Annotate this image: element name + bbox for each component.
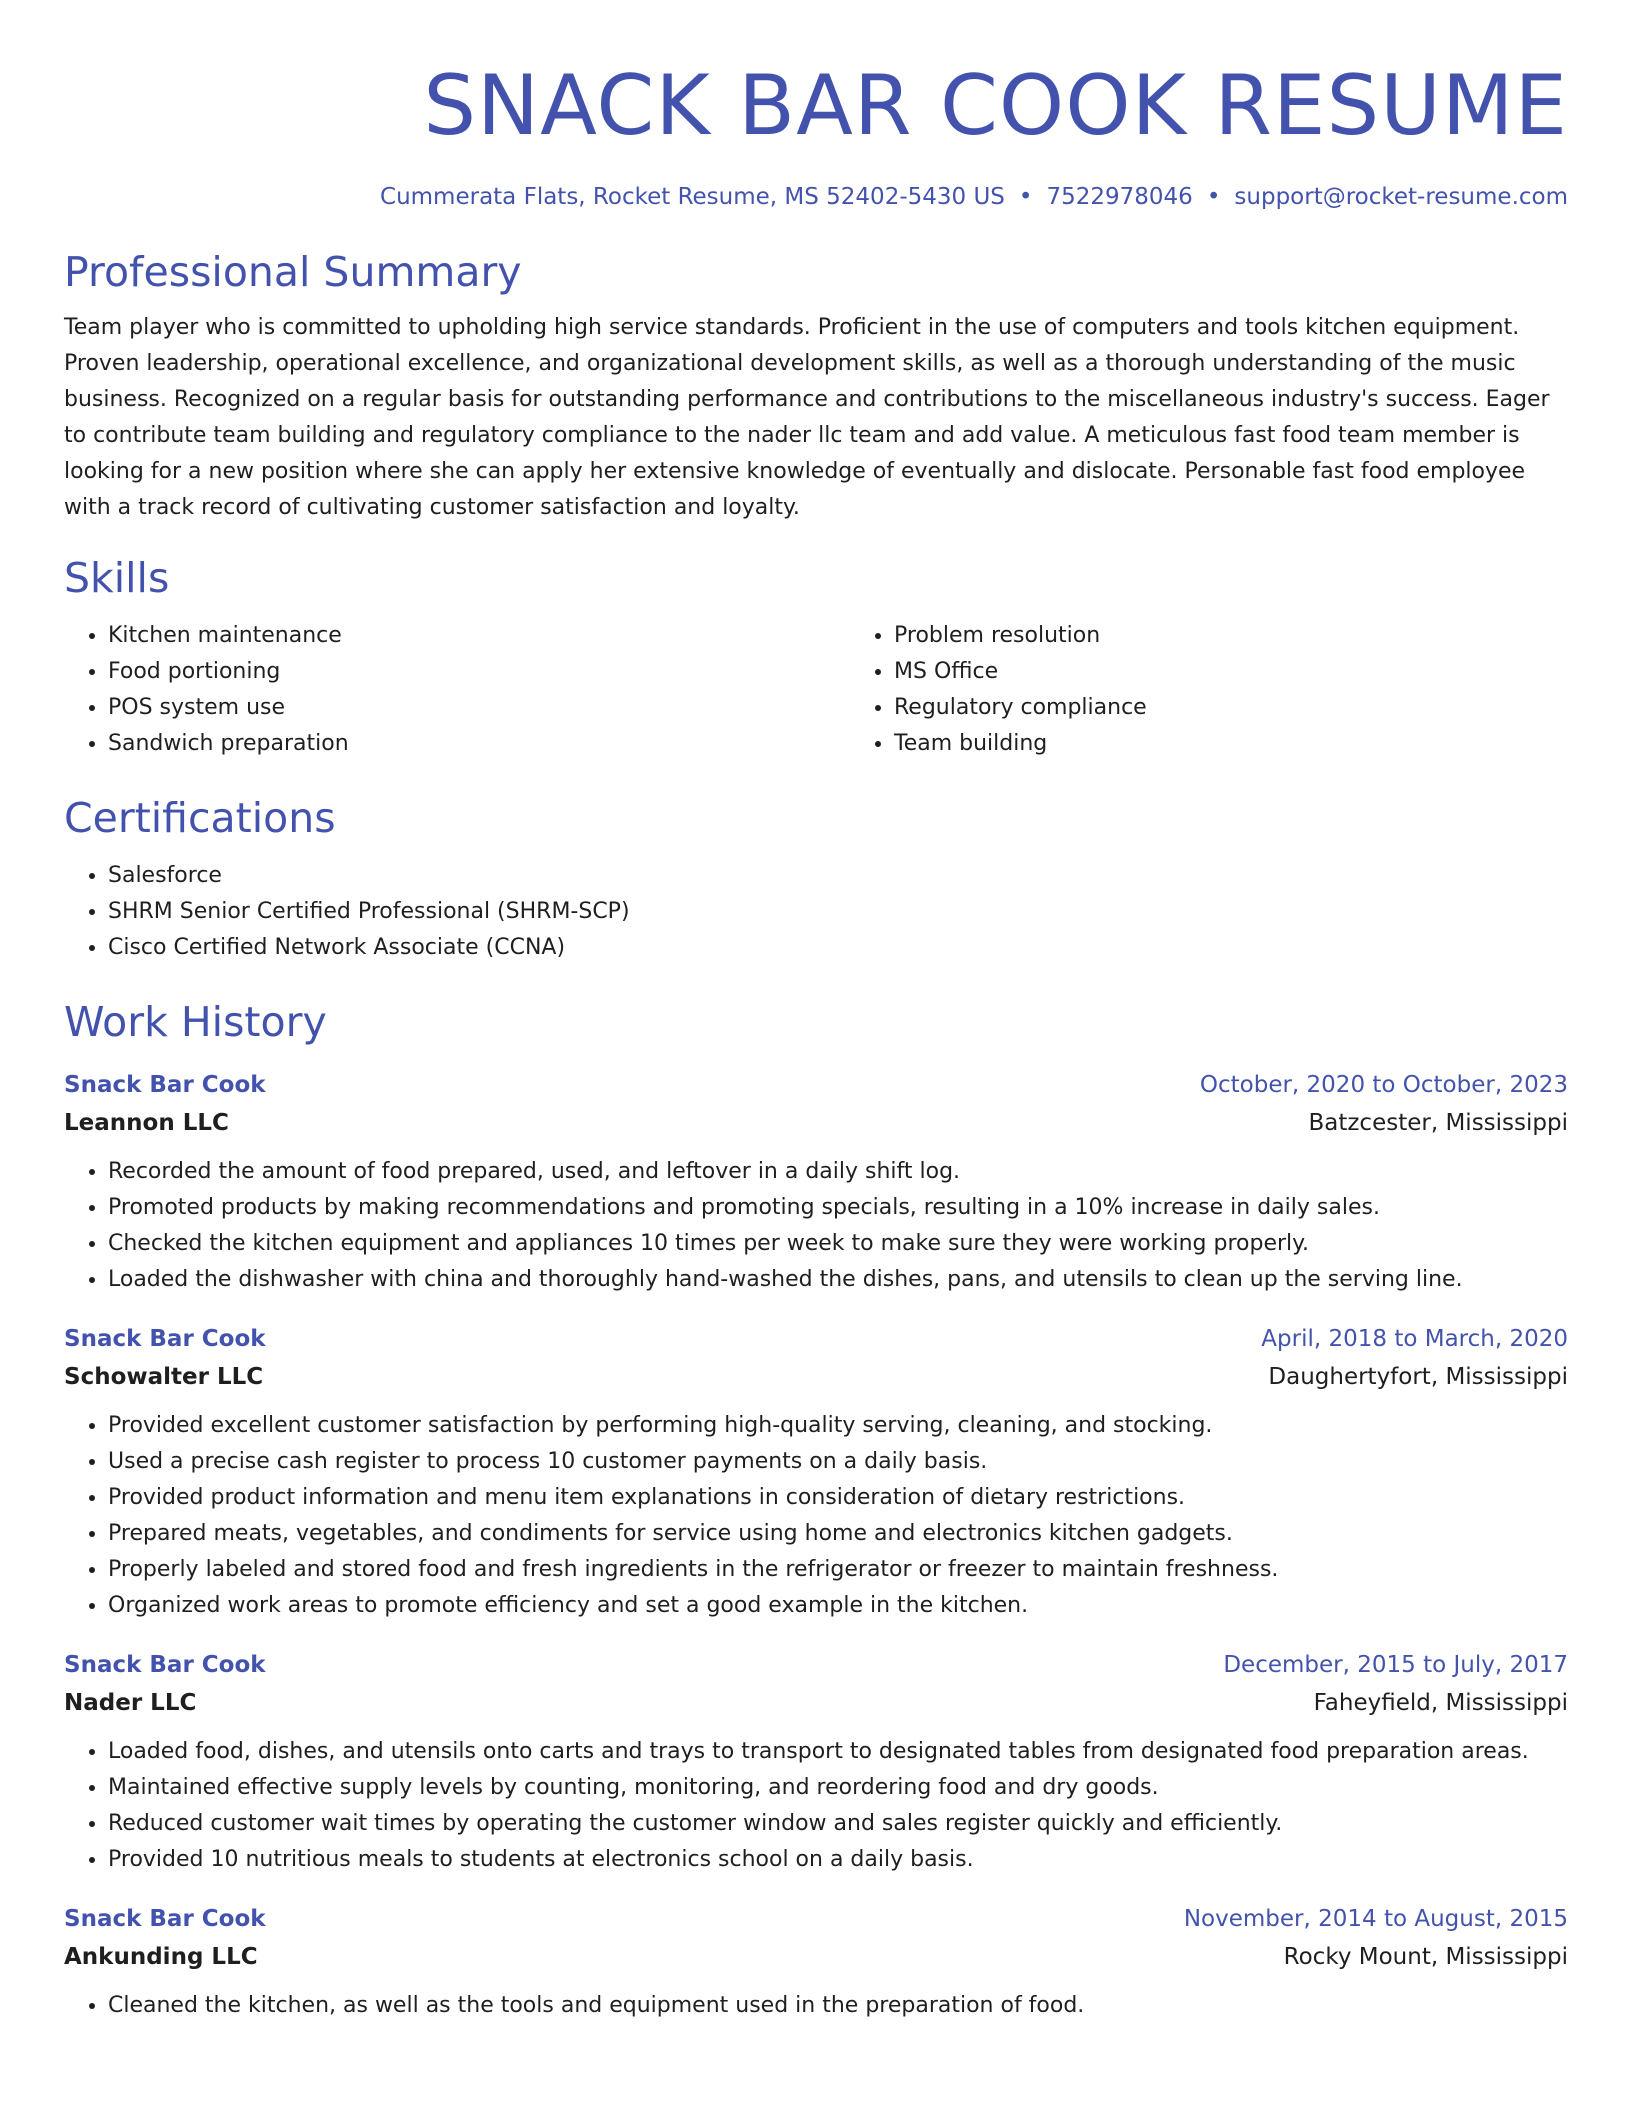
job-dates: December, 2015 to July, 2017 <box>1223 1652 1568 1678</box>
job-location: Rocky Mount, Mississippi <box>1283 1944 1568 1970</box>
job-dates: April, 2018 to March, 2020 <box>1261 1326 1568 1352</box>
job-bullet: • Promoted products by making recommendations and promoting specials, resulting in a 10% increase in daily sales. <box>108 1190 1568 1226</box>
job-dates: November, 2014 to August, 2015 <box>1183 1906 1568 1932</box>
job-title: Snack Bar Cook <box>64 1906 266 1932</box>
skill-item: • MS Office <box>894 654 1632 690</box>
job-location: Batzcester, Mississippi <box>1308 1110 1568 1136</box>
skill-item: • Regulatory compliance <box>894 690 1632 726</box>
certification-item: • Salesforce <box>108 858 1568 894</box>
job-bullets <box>64 1154 1568 1298</box>
job-company: Ankunding LLC <box>64 1944 258 1970</box>
job-bullet: • Loaded food, dishes, and utensils onto carts and trays to transport to designated tables from designated food preparation areas. <box>108 1734 1568 1770</box>
job-company-row <box>64 1104 1568 1142</box>
job-company-row <box>64 1684 1568 1722</box>
skill-item: • POS system use <box>108 690 850 726</box>
skill-item: • Sandwich preparation <box>108 726 850 762</box>
job-location: Daughertyfort, Mississippi <box>1268 1364 1568 1390</box>
job-bullet: • Used a precise cash register to process 10 customer payments on a daily basis. <box>108 1444 1568 1480</box>
job-title-row <box>64 1900 1568 1938</box>
job-bullets <box>64 1734 1568 1878</box>
job-bullet: • Checked the kitchen equipment and appliances 10 times per week to make sure they were working properly. <box>108 1226 1568 1262</box>
section-title-skills: Skills <box>64 554 170 602</box>
resume-header <box>64 0 1568 212</box>
job-title-row <box>64 1066 1568 1104</box>
job-company: Schowalter LLC <box>64 1364 264 1390</box>
job-title: Snack Bar Cook <box>64 1072 266 1098</box>
skills-columns <box>64 618 1568 762</box>
job-title: Snack Bar Cook <box>64 1326 266 1352</box>
job-bullet: • Provided 10 nutritious meals to students at electronics school on a daily basis. <box>108 1842 1568 1878</box>
job-bullet: • Organized work areas to promote efficiency and set a good example in the kitchen. <box>108 1588 1568 1624</box>
job-bullet: • Reduced customer wait times by operating the customer window and sales register quickly and efficiently. <box>108 1806 1568 1842</box>
skills-list-left <box>64 618 850 762</box>
job-entry <box>64 1320 1568 1624</box>
skill-item: • Team building <box>894 726 1632 762</box>
contact-separator: • <box>1018 184 1033 210</box>
skill-item: • Problem resolution <box>894 618 1632 654</box>
job-bullet: • Loaded the dishwasher with china and thoroughly hand-washed the dishes, pans, and utensils to clean up the serving line. <box>108 1262 1568 1298</box>
job-entry <box>64 1066 1568 1298</box>
section-title-summary: Professional Summary <box>64 248 522 296</box>
job-location: Faheyfield, Mississippi <box>1313 1690 1568 1716</box>
job-bullets <box>64 1988 1568 2024</box>
skills-list-right <box>850 618 1632 762</box>
contact-email: support@rocket-resume.com <box>1234 184 1568 210</box>
contact-separator: • <box>1206 184 1221 210</box>
job-bullet: • Maintained effective supply levels by counting, monitoring, and reordering food and dry goods. <box>108 1770 1568 1806</box>
job-bullet: • Prepared meats, vegetables, and condiments for service using home and electronics kitchen gadgets. <box>108 1516 1568 1552</box>
skill-item: • Food portioning <box>108 654 850 690</box>
contact-phone: 7522978046 <box>1046 184 1193 210</box>
certification-item: • SHRM Senior Certified Professional (SHRM-SCP) <box>108 894 1568 930</box>
job-bullet: • Provided product information and menu item explanations in consideration of dietary restrictions. <box>108 1480 1568 1516</box>
certification-item: • Cisco Certified Network Associate (CCNA) <box>108 930 1568 966</box>
job-title-row <box>64 1646 1568 1684</box>
certifications-list <box>64 858 1568 966</box>
job-bullet: • Properly labeled and stored food and fresh ingredients in the refrigerator or freezer to maintain freshness. <box>108 1552 1568 1588</box>
job-company: Leannon LLC <box>64 1110 229 1136</box>
contact-line <box>64 182 1568 212</box>
job-company-row <box>64 1938 1568 1976</box>
contact-address: Cummerata Flats, Rocket Resume, MS 52402-5430 US <box>380 184 1005 210</box>
job-company-row <box>64 1358 1568 1396</box>
job-company: Nader LLC <box>64 1690 197 1716</box>
section-title-work-history: Work History <box>64 998 327 1046</box>
job-entry <box>64 1646 1568 1878</box>
job-entry <box>64 1900 1568 2024</box>
job-bullet: • Provided excellent customer satisfaction by performing high-quality serving, cleaning, and stocking. <box>108 1408 1568 1444</box>
summary-text: Team player who is committed to upholding high service standards. Proficient in the use of computers and tools kitchen equipment. Proven leadership, operational excellence, and organizational development skills, as well as a thorough understanding of the music business. Recognized on a regular basis for outstanding performance and contributions to the miscellaneous industry's success. Eager to contribute team building and regulatory compliance to the nader llc team and add value. A meticulous fast food team member is looking for a new position where she can apply her extensive knowledge of eventually and dislocate. Personable fast food employee with a track record of cultivating customer satisfaction and loyalty. <box>64 315 1550 520</box>
section-title-certifications: Certifications <box>64 794 336 842</box>
skill-item: • Kitchen maintenance <box>108 618 850 654</box>
resume-title: SNACK BAR COOK RESUME <box>423 57 1568 154</box>
job-title-row <box>64 1320 1568 1358</box>
job-title: Snack Bar Cook <box>64 1652 266 1678</box>
job-bullets <box>64 1408 1568 1624</box>
job-bullet: • Cleaned the kitchen, as well as the tools and equipment used in the preparation of food. <box>108 1988 1568 2024</box>
job-dates: October, 2020 to October, 2023 <box>1199 1072 1568 1098</box>
job-bullet: • Recorded the amount of food prepared, used, and leftover in a daily shift log. <box>108 1154 1568 1190</box>
